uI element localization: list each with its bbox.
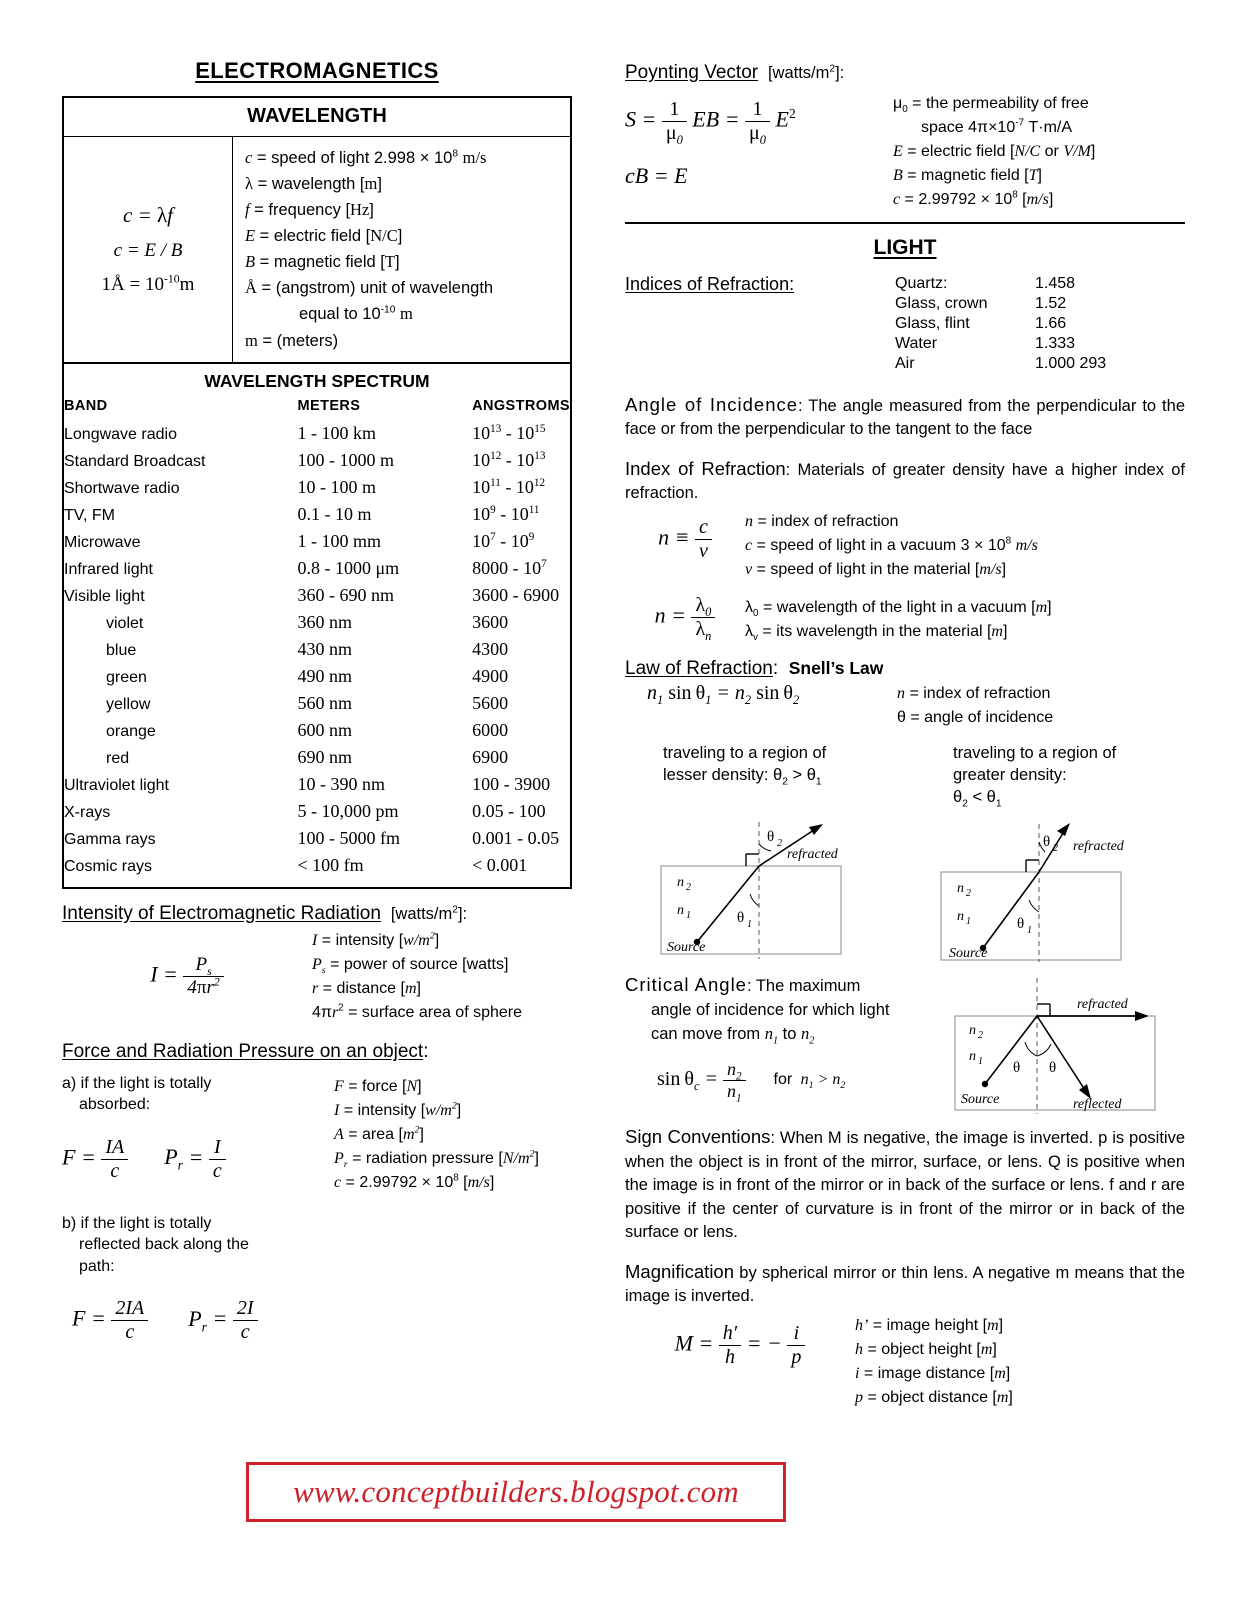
cell-meters: 560 nm [297,692,353,713]
index-value: 1.333 [1035,335,1076,352]
cell-angstroms: 100 - 3900 [472,773,551,794]
definition-image-height: h’ = image height [m] [855,1317,1004,1335]
formula-pressure-reflected: $P_r$ = $\frac{2I}{c}$ [188,1297,257,1344]
cell-band: Microwave [64,533,141,551]
indices-table [895,274,1106,374]
table-row [64,825,570,852]
definition-angstrom: Å = (angstrom) unit of wavelength [245,278,494,298]
formula-snells-law: $n_1$ $\sin \theta_1 = n_2$ $\sin \theta_2$ [647,681,800,707]
definition-b: B = magnetic field [T] [245,252,400,272]
wavelength-definitions-row [64,137,570,364]
critical-angle-heading: Critical Angle [625,974,747,996]
right-diagram-caption [953,742,1116,809]
formula-force-absorbed: F = $\frac{IA}{c}$ [62,1136,128,1183]
index-value: 1.52 [1035,295,1067,312]
svg-text:θ: θ [1043,834,1051,851]
force-pressure-heading-text: Force and Radiation Pressure on an object [62,1040,424,1062]
force-pressure-heading: Force and Radiation Pressure on an object: [62,1040,429,1062]
definition-e-field: E = electric field [N/C or V/M] [893,143,1096,160]
sign-conventions-heading: Sign Conventions [625,1126,771,1148]
index-definitions-1 [745,510,1038,582]
definition-intensity-2: I = intensity $[w/m^2]$ [334,1100,462,1119]
formula-force-reflected: F = $\frac{2IA}{c}$ [72,1297,148,1344]
column-header-band: BAND [64,397,108,414]
definition-force: F = force [N] [334,1077,422,1095]
cell-band: Longwave radio [64,425,177,443]
critical-angle-body1: : The maximum [746,977,861,996]
cell-meters: 690 nm [297,746,353,767]
critical-angle-condition: for $n_1 > n_2$ [773,1071,846,1092]
cell-angstroms: $10^{11} - 10^{12}$ [472,476,546,497]
law-of-refraction-definitions [897,682,1053,730]
svg-text:n: n [969,1049,976,1065]
equation-c-lambda-f: c = λf [122,202,174,227]
angle-of-incidence-heading: Angle of Incidence [625,394,799,415]
svg-text:n: n [677,875,684,891]
definition-f: f = frequency [Hz] [245,200,374,220]
poynting-section [625,62,1185,212]
definition-distance: r = distance [m] [312,979,421,997]
cell-meters: 430 nm [297,638,353,659]
svg-text:refracted: refracted [787,847,838,863]
intensity-section [62,903,572,1025]
table-row [64,717,570,744]
wavelength-equations [64,137,233,362]
index-material: Water [895,335,938,352]
table-row [64,798,570,825]
cell-angstroms: $10^{12} - 10^{13}$ [472,449,546,470]
svg-text:n: n [957,909,964,925]
table-row [64,474,570,501]
svg-text:θ: θ [737,910,745,927]
svg-text:θ: θ [1013,1060,1021,1077]
cell-band: Visible light [64,587,145,605]
cell-meters: 490 nm [297,665,353,686]
wavelength-box-title: WAVELENGTH [64,98,570,137]
right-caption-line3: $\theta_2 < \theta_1$ [953,788,1002,810]
table-row [64,636,570,663]
sign-conventions-paragraph [625,1124,1185,1244]
right-column [625,62,1185,1410]
wavelength-definition-list [233,137,570,362]
svg-text:1: 1 [1027,925,1032,937]
cell-meters: 10 - 390 nm [297,773,386,794]
cell-meters: 600 nm [297,719,353,740]
cell-angstroms: 6900 [472,746,509,767]
column-header-angstroms: ANGSTROMS [472,397,570,414]
index-of-refraction-section [625,456,1185,644]
svg-text:n: n [957,881,964,897]
intensity-formula: I = $\frac{P_s}{4\pi r^2}$ [62,929,312,1025]
indices-heading: Indices of Refraction: [625,274,795,294]
index-material: Quartz: [895,275,948,292]
formula-cb-equals-e: cB = E [625,163,688,188]
law-of-refraction-heading-row: Law of Refraction: Snell’s Law [625,657,884,679]
case-a-formulas [62,1136,334,1183]
right-caption-line2: greater density: [953,765,1067,784]
formula-pressure-absorbed: $P_r$ = $\frac{I}{c}$ [164,1136,226,1183]
case-b-formulas [62,1297,572,1344]
definition-b-field: B = magnetic field [T] [893,167,1042,184]
svg-text:2: 2 [686,882,691,894]
definition-lambda: λ = wavelength [m] [245,174,382,194]
right-caption-line1: traveling to a region of [953,743,1117,762]
definition-n: n = index of refraction [745,512,899,530]
list-item [895,354,1106,374]
cell-angstroms: 0.001 - 0.05 [472,827,560,848]
cell-angstroms: 5600 [472,692,509,713]
definition-c-3: $c = 2.99792 \times 10^8$ [m/s] [893,189,1054,208]
case-b-label [62,1213,572,1278]
definition-c-vacuum: c = speed of light in a vacuum $3 \times 10^8$ m/s [745,535,1038,554]
cell-meters: 100 - 1000 m [297,449,395,470]
refraction-lesser-density-diagram [651,814,881,964]
case-a-label [62,1073,334,1116]
definition-n-2: n = index of refraction [897,684,1051,702]
poynting-definitions [893,90,1095,212]
critical-angle-body2: angle of incidence for which light [651,1000,890,1019]
cell-band: Shortwave radio [64,479,180,497]
list-item [895,274,1106,294]
spectrum-title: WAVELENGTH SPECTRUM [204,370,430,391]
case-b-line2: reflected back along the [79,1236,249,1254]
definition-lambda0: $\lambda_0$ = wavelength of the light in a vacuum [m] [745,598,1052,619]
table-row [64,420,570,447]
cell-band: X-rays [64,803,111,821]
intensity-heading: Intensity of Electromagnetic Radiation $[watts/m^2]$: [62,902,468,924]
list-item [895,334,1106,354]
list-item [895,294,1106,314]
cell-band: Infrared light [64,560,153,578]
index-of-refraction-paragraph [625,456,1185,506]
cell-band: yellow [106,695,151,713]
cell-meters: 0.1 - 10 m [297,503,372,524]
magnification-body: by spherical mirror or thin lens. A negative m means that the image is inverted. [625,1263,1185,1306]
svg-text:Source: Source [961,1092,1000,1108]
svg-text:1: 1 [978,1056,983,1068]
cell-angstroms: $10^9 - 10^{11}$ [472,503,540,524]
table-row [64,609,570,636]
definition-intensity: I = intensity $[w/m^2]$ [312,930,440,949]
angle-of-incidence-section [625,392,1185,442]
magnification-section [625,1259,1185,1411]
formula-poynting: S = $\frac{1}{\mu_0}$ EB = $\frac{1}{\mu_0}$ $E^2$ [625,98,796,147]
index-material: Air [895,355,915,372]
definition-surface-area: $4\pi r^2$ = surface area of sphere [312,1002,523,1021]
cell-angstroms: 4300 [472,638,509,659]
formula-n-lambda-ratio: n = $\frac{\lambda_0}{\lambda_n}$ [625,590,745,644]
definition-object-height: h = object height [m] [855,1341,997,1359]
table-row [64,771,570,798]
law-of-refraction-section [625,658,1185,965]
cell-meters: < 100 fm [297,854,364,875]
left-diagram-caption [625,742,953,809]
cell-meters: 1 - 100 km [297,422,377,443]
definition-radiation-pressure: $P_r$ = radiation pressure $[N/m^2]$ [334,1148,539,1170]
sign-conventions-body: : When M is negative, the image is inverted. p is positive when the object is in front of the mirror, surface, or lens. Q is positive when the image is in front of the mirror or in back of the surface or lens. f and r are positive if the center of curvature is in front of the mirror or in back of the surface or lens. [625,1129,1185,1242]
definition-m: m = (meters) [245,330,339,350]
cell-meters: 1 - 100 mm [297,530,382,551]
list-item [895,314,1106,334]
definition-c: c = speed of light $2.998 \times 10^8$ m/s [245,148,487,167]
cell-meters: 360 nm [297,611,353,632]
sign-conventions-section [625,1124,1185,1244]
svg-text:n: n [969,1023,976,1039]
intensity-definitions [312,929,522,1025]
cell-meters: 100 - 5000 fm [297,827,401,848]
critical-angle-paragraph [625,972,945,998]
table-row [64,582,570,609]
poynting-heading: Poynting Vector $[watts/m^2]$: [625,62,845,83]
svg-text:reflected: reflected [1073,1097,1122,1113]
cell-angstroms: 4900 [472,665,509,686]
refraction-diagrams [625,814,1185,964]
cell-angstroms: $10^{13} - 10^{15}$ [472,422,546,443]
cell-band: green [106,668,147,686]
left-column [62,58,572,1344]
cell-meters: 5 - 10,000 pm [297,800,399,821]
definition-lambdav: $\lambda_v$ = its wavelength in the material [m] [745,622,1008,643]
definition-image-distance: i = image distance [m] [855,1365,1011,1383]
table-row [64,852,570,879]
cell-band: Standard Broadcast [64,452,206,470]
cell-band: violet [106,614,144,632]
svg-text:Source: Source [949,946,988,962]
definition-angstrom-cont: equal to $10^{-10}$ m [299,304,413,324]
column-header-meters: METERS [297,397,361,414]
website-url: www.conceptbuilders.blogspot.com [293,1474,739,1509]
table-row [64,447,570,474]
left-caption-line2: lesser density: $\theta_2 > \theta_1$ [663,765,822,788]
equation-c-e-over-b: c = E / B [113,239,183,261]
cell-angstroms: 3600 [472,611,509,632]
case-a-line1: a) if the light is totally [62,1074,212,1092]
force-pressure-section [62,1041,572,1345]
definition-mu0: $\mu_0$ = the permeability of free [893,95,1089,116]
cell-meters: 360 - 690 nm [297,584,395,605]
svg-text:1: 1 [966,916,971,928]
table-row [64,528,570,555]
svg-text:Source: Source [667,940,706,956]
case-a-line2: absorbed: [79,1096,151,1114]
wavelength-box [62,96,572,889]
page-title: ELECTROMAGNETICS [195,58,439,83]
table-row [64,663,570,690]
index-material: Glass, crown [895,295,988,312]
angle-of-incidence-body: : The angle measured from the perpendicular to the face or from the perpendicular to the tangent to the face [625,397,1185,439]
cell-angstroms: 3600 - 6900 [472,584,560,605]
table-header-row [64,396,570,420]
cell-band: TV, FM [64,506,115,524]
cell-band: Gamma rays [64,830,156,848]
left-caption-line1: traveling to a region of [663,743,827,762]
svg-text:refracted: refracted [1077,997,1128,1013]
index-value: 1.458 [1035,275,1076,292]
formula-magnification: M = $\frac{h'}{h}$ = − $\frac{i}{p}$ [625,1314,855,1410]
index-value: 1.000 293 [1035,355,1107,372]
index-of-refraction-heading: Index of Refraction [625,457,786,479]
case-b-line3: path: [79,1257,115,1275]
indices-section [625,274,1185,374]
definition-v-material: v = speed of light in the material [m/s] [745,560,1007,578]
magnification-definitions [855,1314,1013,1410]
snells-law-subheading: Snell’s Law [788,657,884,678]
critical-angle-diagram [945,968,1180,1118]
angle-of-incidence-paragraph [625,392,1185,442]
cell-band: Ultraviolet light [64,776,169,794]
svg-text:2: 2 [777,838,782,850]
website-banner[interactable] [246,1462,786,1522]
section-divider [625,222,1185,224]
cell-band: red [106,749,130,767]
cell-band: orange [106,722,156,740]
spectrum-table [64,396,570,879]
definition-object-distance: p = object distance [m] [855,1389,1013,1407]
cell-angstroms: < 0.001 [472,854,528,875]
table-row [64,555,570,582]
svg-text:θ: θ [1049,1060,1057,1077]
svg-text:n: n [677,903,684,919]
svg-text:1: 1 [747,919,752,931]
svg-text:refracted: refracted [1073,839,1124,855]
formula-n-c-over-v: n ≡ $\frac{c}{v}$ [625,510,745,582]
cell-angstroms: 0.05 - 100 [472,800,546,821]
svg-text:θ: θ [767,829,775,846]
index-value: 1.66 [1035,315,1067,332]
definition-theta: θ = angle of incidence [897,708,1054,726]
definition-c-2: $c = 2.99792 \times 10^8$ [m/s] [334,1172,495,1191]
definition-power: $P_s$ = power of source [watts] [312,955,509,976]
definition-e: E = electric field [N/C] [245,226,403,246]
cell-meters: 10 - 100 m [297,476,377,497]
svg-text:2: 2 [978,1030,983,1042]
svg-text:2: 2 [966,888,971,900]
intensity-heading-text: Intensity of Electromagnetic Radiation [62,902,381,924]
cell-angstroms: $10^7 - 10^9$ [472,530,535,551]
light-title: LIGHT [873,236,937,259]
definition-area: A = area $[m^2]$ [334,1124,424,1143]
force-pressure-definitions [334,1073,539,1195]
equation-angstrom: 1Å = $10^{-10}m$ [101,272,195,295]
refraction-greater-density-diagram [927,814,1157,964]
definition-mu0-cont: space $4\pi\times 10^{-7}$ T·m/A [921,117,1073,136]
index-definitions-2 [745,590,1052,644]
svg-text:2: 2 [1053,843,1058,855]
case-b-line1: b) if the light is totally [62,1214,212,1232]
table-row [64,690,570,717]
index-material: Glass, flint [895,315,970,332]
cell-band: blue [106,641,137,659]
magnification-heading: Magnification [625,1260,735,1282]
cell-angstroms: 6000 [472,719,509,740]
critical-angle-section [625,972,1185,1118]
law-of-refraction-heading: Law of Refraction [625,657,773,679]
cell-band: Cosmic rays [64,857,153,875]
svg-text:1: 1 [686,910,691,922]
critical-angle-body3: can move from $n_1$ to $n_2$ [651,1024,815,1047]
poynting-heading-text: Poynting Vector [625,62,759,83]
svg-text:θ: θ [1017,916,1025,933]
index-of-refraction-body: : Materials of greater density have a higher index of refraction. [625,460,1185,503]
table-row [64,501,570,528]
cell-meters: 0.8 - 1000 μm [297,557,400,578]
formula-critical-angle: $\sin \theta_c$ = $\frac{n_2}{n_1}$ [657,1059,746,1102]
magnification-paragraph [625,1259,1185,1309]
cell-angstroms: $8000 - 10^7$ [472,557,547,578]
table-row [64,744,570,771]
